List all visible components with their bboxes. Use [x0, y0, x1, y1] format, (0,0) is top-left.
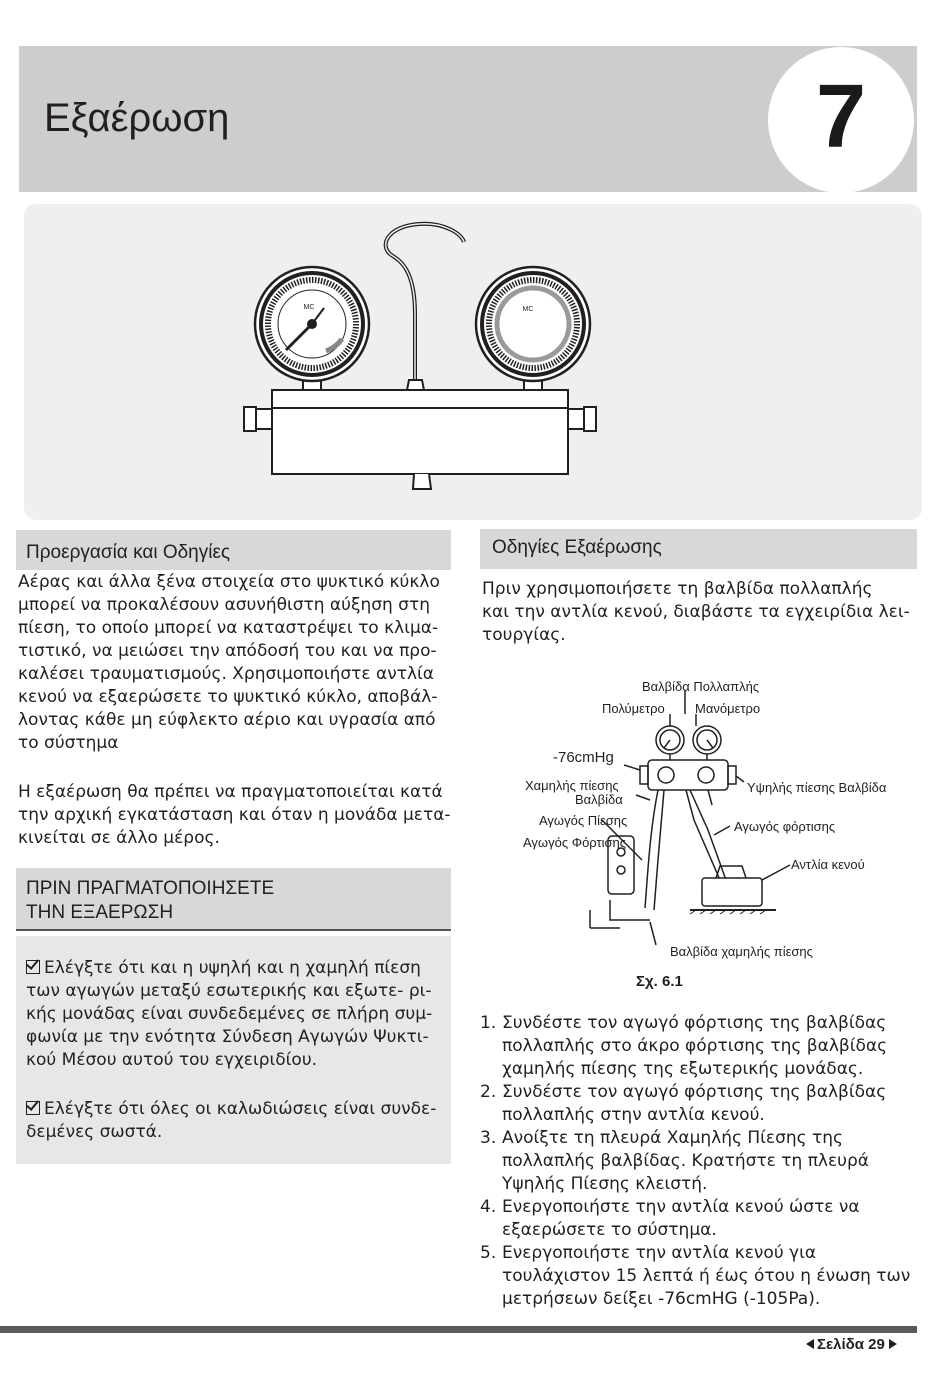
footer-rule [0, 1326, 917, 1333]
manifold-gauge-illustration [24, 204, 922, 520]
text-line: μπορεί να προκαλέσουν ασυνήθιστη αύξηση στη [18, 595, 430, 615]
manifold-gauge-figure [24, 204, 922, 520]
text-line: Ανοίξτε τη πλευρά Χαμηλής Πίεσης της [502, 1128, 844, 1148]
checkbox-icon [26, 1101, 40, 1115]
evacuation-instructions-title: Οδηγίες Εξαέρωσης [492, 537, 662, 558]
page-label: Σελίδα 29 [817, 1336, 885, 1353]
before-evacuation-title-line: ΠΡΙΝ ΠΡΑΓΜΑΤΟΠΟΙΗΣΕΤΕ [26, 878, 275, 899]
text-line: Αέρας και άλλα ξένα στοιχεία στο ψυκτικό κύκλο [18, 572, 440, 592]
page-title: Εξαέρωση [44, 96, 230, 140]
text-line: Ενεργοποιήστε την αντλία κενού ώστε να [502, 1197, 860, 1217]
text-line: Ελέγξτε ότι όλες οι καλωδιώσεις είναι συνδε- [44, 1099, 437, 1119]
list-item [480, 1196, 920, 1242]
text-line: το σύστημα [18, 733, 119, 753]
label-charge-pipe-left: Αγωγός Φόρτισης [523, 835, 627, 850]
section-preparation-title: Προεργασία και Οδηγίες [26, 542, 231, 563]
text-line: Συνδέστε τον αγωγό φόρτισης της βαλβίδας [502, 1013, 887, 1033]
text-line: εξαερώσετε το σύστημα. [502, 1220, 717, 1240]
evacuation-instructions-heading [480, 529, 917, 569]
chapter-badge [768, 47, 914, 193]
label-low-pressure-valve-bottom: Βαλβίδα χαμηλής πίεσης [670, 944, 813, 959]
label-vacuum-reading: -76cmHg [553, 749, 614, 766]
text-line: τιστικό, να μειώσει την απόδοσή του και να προ- [18, 641, 437, 661]
checkbox-icon [26, 960, 40, 974]
text-line: κής μονάδας είναι συνδεδεμένες σε πλήρη συμ- [26, 1004, 433, 1024]
evacuation-diagram [480, 670, 920, 1000]
text-line: πολλαπλής βαλβίδας. Κρατήστε τη πλευρά [502, 1151, 870, 1171]
checklist-item-pipes [26, 957, 446, 1072]
text-line: Ελέγξτε ότι και η υψηλή και η χαμηλή πίεση [44, 958, 421, 978]
page-number [806, 1336, 897, 1353]
step-number: 2. [480, 1082, 497, 1102]
text-line: καλέσει τραυματισμούς. Χρησιμοποιήστε αντλία [18, 664, 434, 684]
text-line: μετρήσεων δείξει -76cmHG (-105Pa). [502, 1289, 821, 1309]
text-line: κινείται σε άλλο μέρος. [18, 828, 220, 848]
label-low-pressure-a: Χαμηλής πίεσης [525, 778, 619, 793]
text-line: κού Μέσου αυτού του εγχειριδίου. [26, 1050, 318, 1070]
triangle-right-icon [889, 1339, 897, 1349]
label-manifold-valve: Βαλβίδα Πολλαπλής [642, 679, 760, 694]
evacuation-timing-paragraph [18, 781, 452, 850]
text-line: και την αντλία κενού, διαβάστε τα εγχειρίδια λει- [482, 602, 910, 622]
evacuation-steps-list [480, 1012, 920, 1311]
text-line: Ενεργοποιήστε την αντλία κενού για [502, 1243, 817, 1263]
text-line: Πριν χρησιμοποιήσετε τη βαλβίδα πολλαπλής [482, 579, 873, 599]
label-low-pressure-b: Βαλβίδα [575, 792, 623, 807]
text-line: Η εξαέρωση θα πρέπει να πραγματοποιείται κατά [18, 782, 443, 802]
label-high-pressure-valve: Υψηλής πίεσης Βαλβίδα [747, 780, 887, 795]
figure-caption: Σχ. 6.1 [636, 973, 683, 990]
triangle-left-icon [806, 1339, 814, 1349]
label-vacuum-pump: Αντλία κενού [791, 857, 865, 872]
checklist-item-wiring [26, 1098, 446, 1144]
chapter-number: 7 [815, 67, 867, 167]
section-preparation-heading [16, 530, 451, 570]
list-item [480, 1012, 920, 1081]
label-manometer: Μανόμετρο [695, 701, 761, 716]
label-pressure-pipe: Αγωγός Πίεσης [539, 813, 628, 828]
before-evacuation-heading [16, 868, 451, 931]
step-number: 1. [480, 1013, 497, 1033]
text-line: πολλαπλής στην αντλία κενού. [502, 1105, 765, 1125]
left-gauge-label: MC [303, 304, 315, 311]
text-line: Υψηλής Πίεσης κλειστή. [502, 1174, 708, 1194]
step-number: 4. [480, 1197, 497, 1217]
preparation-paragraph [18, 571, 452, 755]
text-line: δεμένες σωστά. [26, 1122, 163, 1142]
text-line: κενού να εξαερώσετε το ψυκτικό κύκλο, αποβάλ- [18, 687, 438, 707]
text-line: τουργίας. [482, 625, 566, 645]
text-line: Συνδέστε τον αγωγό φόρτισης της βαλβίδας [502, 1082, 887, 1102]
label-multimeter: Πολύμετρο [602, 701, 665, 716]
right-gauge-label: MC [522, 306, 534, 313]
text-line: την αρχική εγκατάσταση και όταν η μονάδα μετα- [18, 805, 451, 825]
list-item [480, 1081, 920, 1127]
text-line: πολλαπλής στο άκρο φόρτισης της βαλβίδας [502, 1036, 888, 1056]
label-charge-pipe-right: Αγωγός φόρτισης [734, 819, 836, 834]
text-line: τουλάχιστον 15 λεπτά ή έως ότου η ένωση των [502, 1266, 911, 1286]
text-line: των αγωγών μεταξύ εσωτερικής και εξωτε- ρι- [26, 981, 432, 1001]
text-line: φωνία με την ενότητα Σύνδεση Αγωγών Ψυκτι- [26, 1027, 429, 1047]
text-line: χαμηλής πίεσης της εξωτερικής μονάδας. [502, 1059, 864, 1079]
text-line: λοντας κάθε μη εύφλεκτο αέριο και υγρασία από [18, 710, 436, 730]
before-evacuation-title-line: ΤΗΝ ΕΞΑΕΡΩΣΗ [26, 902, 174, 923]
evacuation-intro-paragraph [482, 578, 922, 647]
step-number: 3. [480, 1128, 497, 1148]
text-line: πίεση, το οποίο μπορεί να καταστρέψει το κλιμα- [18, 618, 439, 638]
step-number: 5. [480, 1243, 497, 1263]
list-item [480, 1242, 920, 1311]
list-item [480, 1127, 920, 1196]
